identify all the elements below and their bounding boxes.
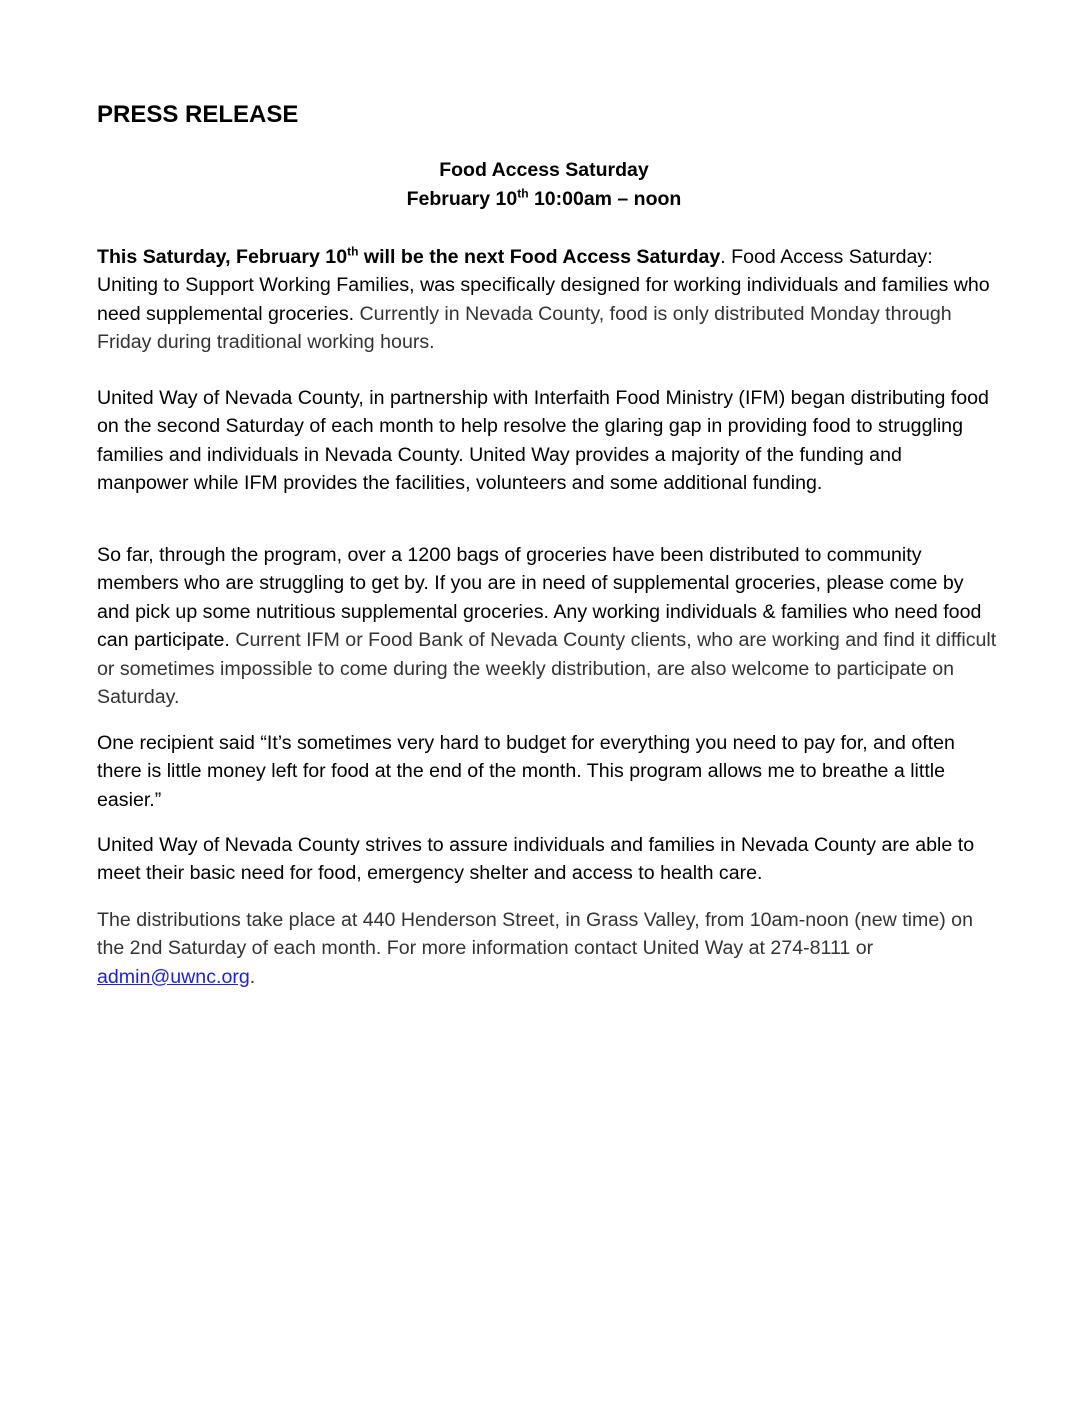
paragraph-intro (97, 243, 997, 357)
document-heading: PRESS RELEASE (97, 101, 299, 128)
intro-grey: Currently in Nevada County, food is only distributed Monday through Friday during traditional working hours. (97, 302, 952, 354)
program-grey: Current IFM or Food Bank of Nevada County clients, who are working and find it difficult or sometimes impossible to come during the weekly distribution, are also welcome to participate on Saturday. (97, 629, 997, 709)
email-link[interactable]: admin@uwnc.org (97, 965, 250, 988)
event-date-ordinal: th (517, 186, 529, 201)
event-date (0, 188, 1088, 211)
intro-rest: . Food Access Saturday: Uniting to Support Working Families, was specifically designed for working individuals and families who need supplemental groceries. (97, 246, 990, 325)
paragraph-contact (97, 906, 997, 991)
event-date-prefix: February 10 (406, 188, 518, 210)
intro-bold-a: This Saturday, February 10 (97, 246, 348, 268)
paragraph-mission: United Way of Nevada County strives to assure individuals and families in Nevada County are able to meet their basic need for food, emergency shelter and access to health care. (97, 834, 975, 885)
paragraph-partnership: United Way of Nevada County, in partnership with Interfaith Food Ministry (IFM) began distributing food on the second Saturday of each month to help resolve the glaring gap in providing food to struggling families and individuals in Nevada County. United Way provides a majority of the funding and manpower while IFM provides the facilities, volunteers and some additional funding. (97, 387, 989, 495)
contact-text: The distributions take place at 440 Henderson Street, in Grass Valley, from 10am-noon (new time) on the 2nd Saturday of each month. For more information contact United Way at 274-8111 or (97, 909, 973, 960)
event-date-suffix: 10:00am – noon (528, 188, 682, 210)
event-title: Food Access Saturday (439, 159, 649, 181)
paragraph-quote: One recipient said “It’s sometimes very hard to budget for everything you need to pay for, and often there is little money left for food at the end of the month. This program allows me to breathe a little easier.” (97, 732, 955, 811)
program-text: So far, through the program, over a 1200 bags of groceries have been distributed to community members who are struggling to get by. If you are in need of supplemental groceries, please come by and pick up some nutritious supplemental groceries. Any working individuals & families who need food can participate. (97, 544, 982, 652)
intro-bold-b: will be the next Food Access Saturday (358, 246, 721, 268)
contact-end: . (249, 965, 256, 988)
intro-bold-ordinal: th (347, 244, 359, 259)
paragraph-program (97, 541, 997, 711)
